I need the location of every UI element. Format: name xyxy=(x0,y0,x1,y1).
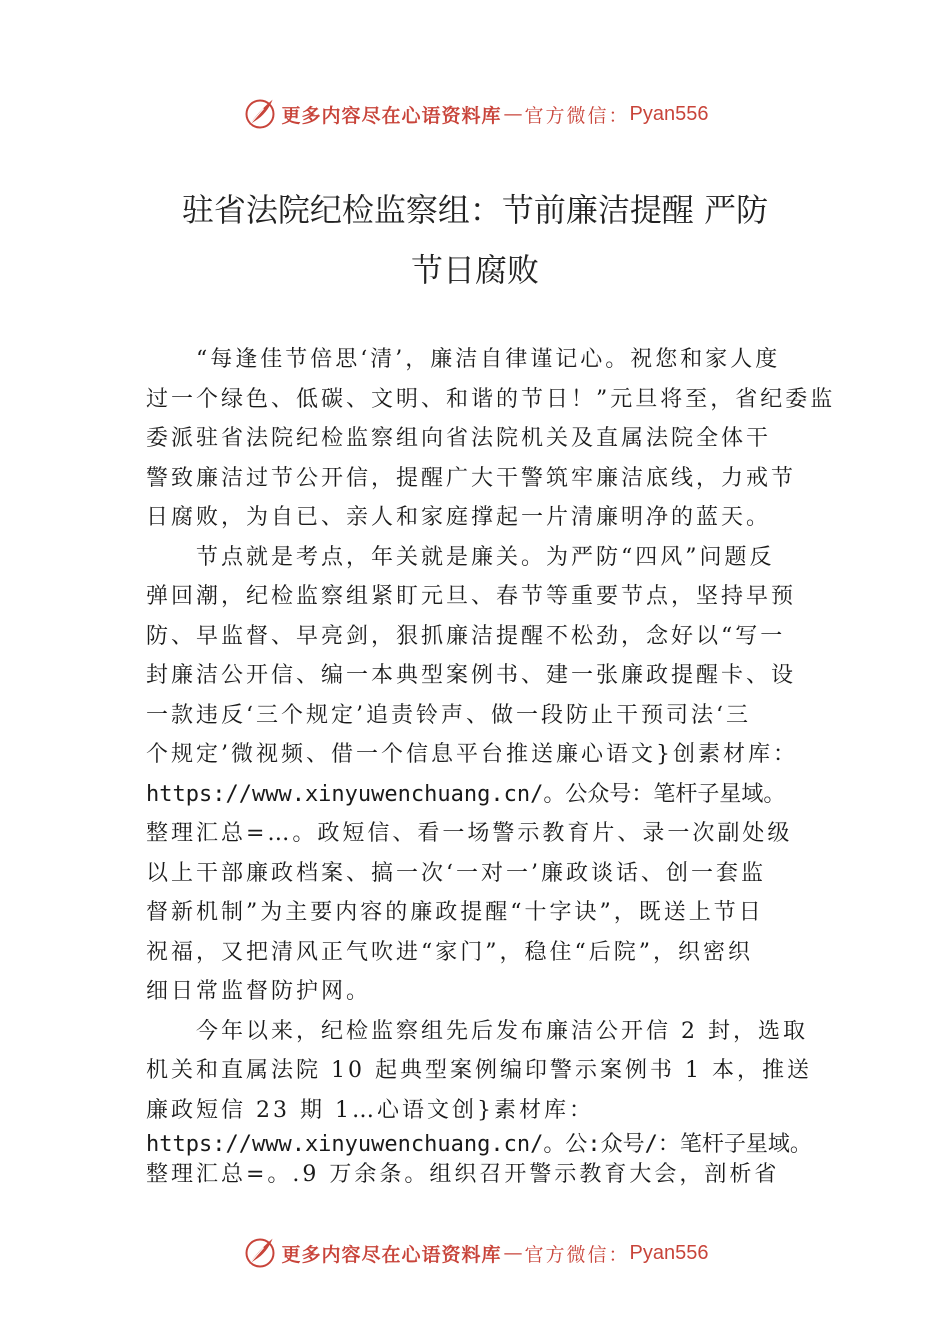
banner-main-text: 更多内容尽在心语资料库 xyxy=(281,1243,502,1266)
text-line: 机关和直属法院 10 起典型案例编印警示案例书 1 本，推送 xyxy=(146,1058,812,1083)
banner-wechat-id: Pyan556 xyxy=(629,1241,709,1264)
text-line: 弹回潮，纪检监察组紧盯元旦、春节等重要节点，坚持早预 xyxy=(146,584,797,609)
text-line: 整理汇总=…。政短信、看一场警示教育片、录一次副处级 xyxy=(146,821,793,846)
text-line-url: https://www.xinyuwenchuang.cn/。公:众号/：笔杆子星域。 xyxy=(146,1132,812,1157)
feather-pen-icon xyxy=(242,1235,278,1271)
banner-dash: — xyxy=(503,103,523,125)
title-line-1: 驻省法院纪检监察组：节前廉洁提醒 严防 xyxy=(181,191,769,229)
text-line: 以上干部廉政档案、搞一次‘一对一’廉政谈话、创一套监 xyxy=(146,860,766,886)
banner-dash: — xyxy=(503,1242,523,1264)
text-line: 廉政短信 23 期 1…心语文创}素材库： xyxy=(146,1097,594,1123)
text-line: 委派驻省法院纪检监察组向省法院机关及直属法院全体干 xyxy=(146,426,772,451)
banner-wechat-label: 官方微信： xyxy=(524,104,630,127)
text-line: 祝福，又把清风正气吹进“家门”，稳住“后院”，织密织 xyxy=(146,939,753,965)
text-line: 一款违反‘三个规定’追责铃声、做一段防止干预司法‘三 xyxy=(146,702,751,728)
banner-wechat-label: 官方微信： xyxy=(524,1243,630,1266)
text-line: 今年以来，纪检监察组先后发布廉洁公开信 2 封，选取 xyxy=(196,1018,808,1044)
banner-main-text: 更多内容尽在心语资料库 xyxy=(281,104,502,127)
title-line-2: 节日腐败 xyxy=(410,251,539,289)
feather-pen-icon xyxy=(242,96,278,132)
text-line: 整理汇总=。.9 万余条。组织召开警示教育大会，剖析省 xyxy=(146,1162,780,1187)
text-line: “每逢佳节倍思‘清’，廉洁自律谨记心。祝您和家人度 xyxy=(196,347,781,372)
banner-wechat-id: Pyan556 xyxy=(629,102,709,125)
article-title xyxy=(100,180,850,300)
paragraph-3 xyxy=(146,1012,826,1191)
text-line: 防、早监督、早亮剑，狠抓廉洁提醒不松劲，念好以“写一 xyxy=(146,623,786,649)
text-line: 督新机制”为主要内容的廉政提醒“十字诀”，既送上节日 xyxy=(146,900,764,925)
text-line: 节点就是考点，年关就是廉关。为严防“四风”问题反 xyxy=(196,544,775,570)
text-line: 过一个绿色、低碳、文明、和谐的节日！”元旦将至，省纪委监 xyxy=(146,386,836,412)
text-line: 封廉洁公开信、编一本典型案例书、建一张廉政提醒卡、设 xyxy=(146,663,797,688)
text-line: 个规定’微视频、借一个信息平台推送廉心语文}创素材库： xyxy=(146,742,798,767)
paragraph-1 xyxy=(146,340,836,538)
paragraph-2 xyxy=(146,538,826,1012)
text-line: 警致廉洁过节公开信，提醒广大干警筑牢廉洁底线，力戒节 xyxy=(146,465,797,491)
text-line: 日腐败，为自已、亲人和家庭撑起一片清廉明净的蓝天。 xyxy=(146,505,772,530)
text-line: 细日常监督防护网。 xyxy=(146,979,372,1004)
footer-banner xyxy=(0,1233,950,1273)
text-line-url: https://www.xinyuwenchuang.cn/。公众号：笔杆子星域。 xyxy=(146,781,786,807)
article-body xyxy=(146,340,836,1190)
header-banner xyxy=(0,94,950,134)
